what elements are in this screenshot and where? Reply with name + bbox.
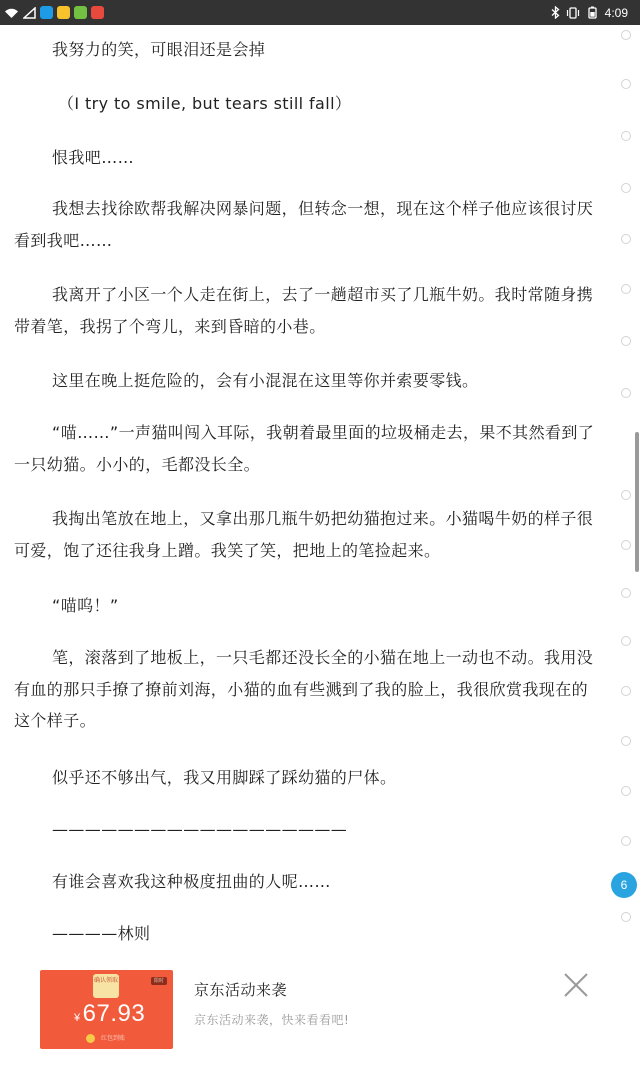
page-nav-dot[interactable] [621, 836, 631, 846]
page-nav-dot[interactable] [621, 131, 631, 141]
page-nav-dot[interactable] [621, 490, 631, 500]
article-paragraph: 我离开了小区一个人走在街上，去了一趟超市买了几瓶牛奶。我时常随身携带着笔，我拐了个弯儿，来到昏暗的小巷。 [14, 285, 594, 336]
article-paragraph: ————林则 [52, 924, 151, 943]
current-page-badge[interactable]: 6 [611, 872, 637, 898]
page-nav-dot[interactable] [621, 588, 631, 598]
vibrate-icon [566, 7, 580, 19]
article-paragraph: —————————————————— [52, 820, 348, 839]
status-right-icons [545, 4, 628, 21]
status-time: 4:09 [604, 5, 628, 20]
ad-description[interactable]: 京东活动来袭，快来看看吧! [194, 1013, 350, 1027]
ad-image-amount [74, 1000, 145, 1028]
scrollbar-thumb[interactable] [635, 432, 639, 572]
ad-image-badge: 确认领取 [93, 974, 119, 998]
page-nav-dot[interactable] [621, 540, 631, 550]
article-paragraph: 有谁会喜欢我这种极度扭曲的人呢…… [52, 872, 331, 891]
battery-icon [586, 6, 599, 19]
page-nav-dot[interactable] [621, 686, 631, 696]
article-paragraph: 我想去找徐欧帮我解决网暴问题，但转念一想，现在这个样子他应该很讨厌看到我吧…… [14, 199, 594, 250]
ad-title[interactable]: 京东活动来袭 [194, 981, 288, 999]
ad-image-footer: 红包到账 [101, 1035, 126, 1042]
ad-banner[interactable] [0, 965, 640, 1066]
app-icon-chat [74, 6, 87, 19]
article-paragraph: 我掏出笔放在地上，又拿出那几瓶牛奶把幼猫抱过来。小猫喝牛奶的样子很可爱，饱了还往我身上蹭。我笑了笑，把地上的笔捡起来。 [14, 509, 594, 560]
app-icon-notification [91, 6, 104, 19]
article-paragraph: “喵……”一声猫叫闯入耳际，我朝着最里面的垃圾桶走去，果不其然看到了一只幼猫。小小的，毛都没长全。 [14, 423, 595, 474]
ad-image-tag: 限时 [151, 977, 167, 985]
article-paragraph: （I try to smile, but tears still fall） [58, 94, 352, 113]
page-nav-dot[interactable] [621, 636, 631, 646]
wifi-icon [4, 7, 19, 19]
page-nav-dot[interactable] [621, 183, 631, 193]
page-nav-dot[interactable] [621, 736, 631, 746]
ad-image-amount-value: 67.93 [82, 1000, 146, 1027]
page-nav-dot[interactable] [621, 234, 631, 244]
ad-image[interactable] [40, 970, 173, 1049]
article-paragraph: 我努力的笑，可眼泪还是会掉 [52, 40, 266, 59]
bluetooth-icon [551, 6, 560, 19]
article-paragraph: 笔，滚落到了地板上，一只毛都还没长全的小猫在地上一动也不动。我用没有血的那只手撩了撩前刘海，小猫的血有些溅到了我的脸上，我很欣赏我现在的这个样子。 [14, 648, 594, 730]
page-nav-dot[interactable] [621, 284, 631, 294]
signal-icon [23, 7, 36, 19]
page-nav-dot[interactable] [621, 336, 631, 346]
article-paragraph: 似乎还不够出气，我又用脚踩了踩幼猫的尸体。 [52, 768, 397, 787]
page-nav-dot[interactable] [621, 30, 631, 40]
status-bar [0, 0, 640, 25]
ad-image-currency: ¥ [74, 1012, 81, 1024]
article-body [0, 25, 640, 965]
page-nav-dot[interactable] [621, 786, 631, 796]
status-left-icons [4, 4, 108, 21]
app-icon-search [40, 6, 53, 19]
app-icon-gallery [57, 6, 70, 19]
article-paragraph: 恨我吧…… [52, 148, 135, 167]
coin-icon [86, 1034, 95, 1043]
page-nav-dot[interactable] [621, 79, 631, 89]
page-nav-dot[interactable] [621, 912, 631, 922]
close-icon[interactable] [561, 970, 591, 1000]
article-paragraph: 这里在晚上挺危险的，会有小混混在这里等你并索要零钱。 [52, 371, 479, 390]
page-nav-dot[interactable] [621, 388, 631, 398]
article-paragraph: “喵呜！” [52, 596, 119, 615]
